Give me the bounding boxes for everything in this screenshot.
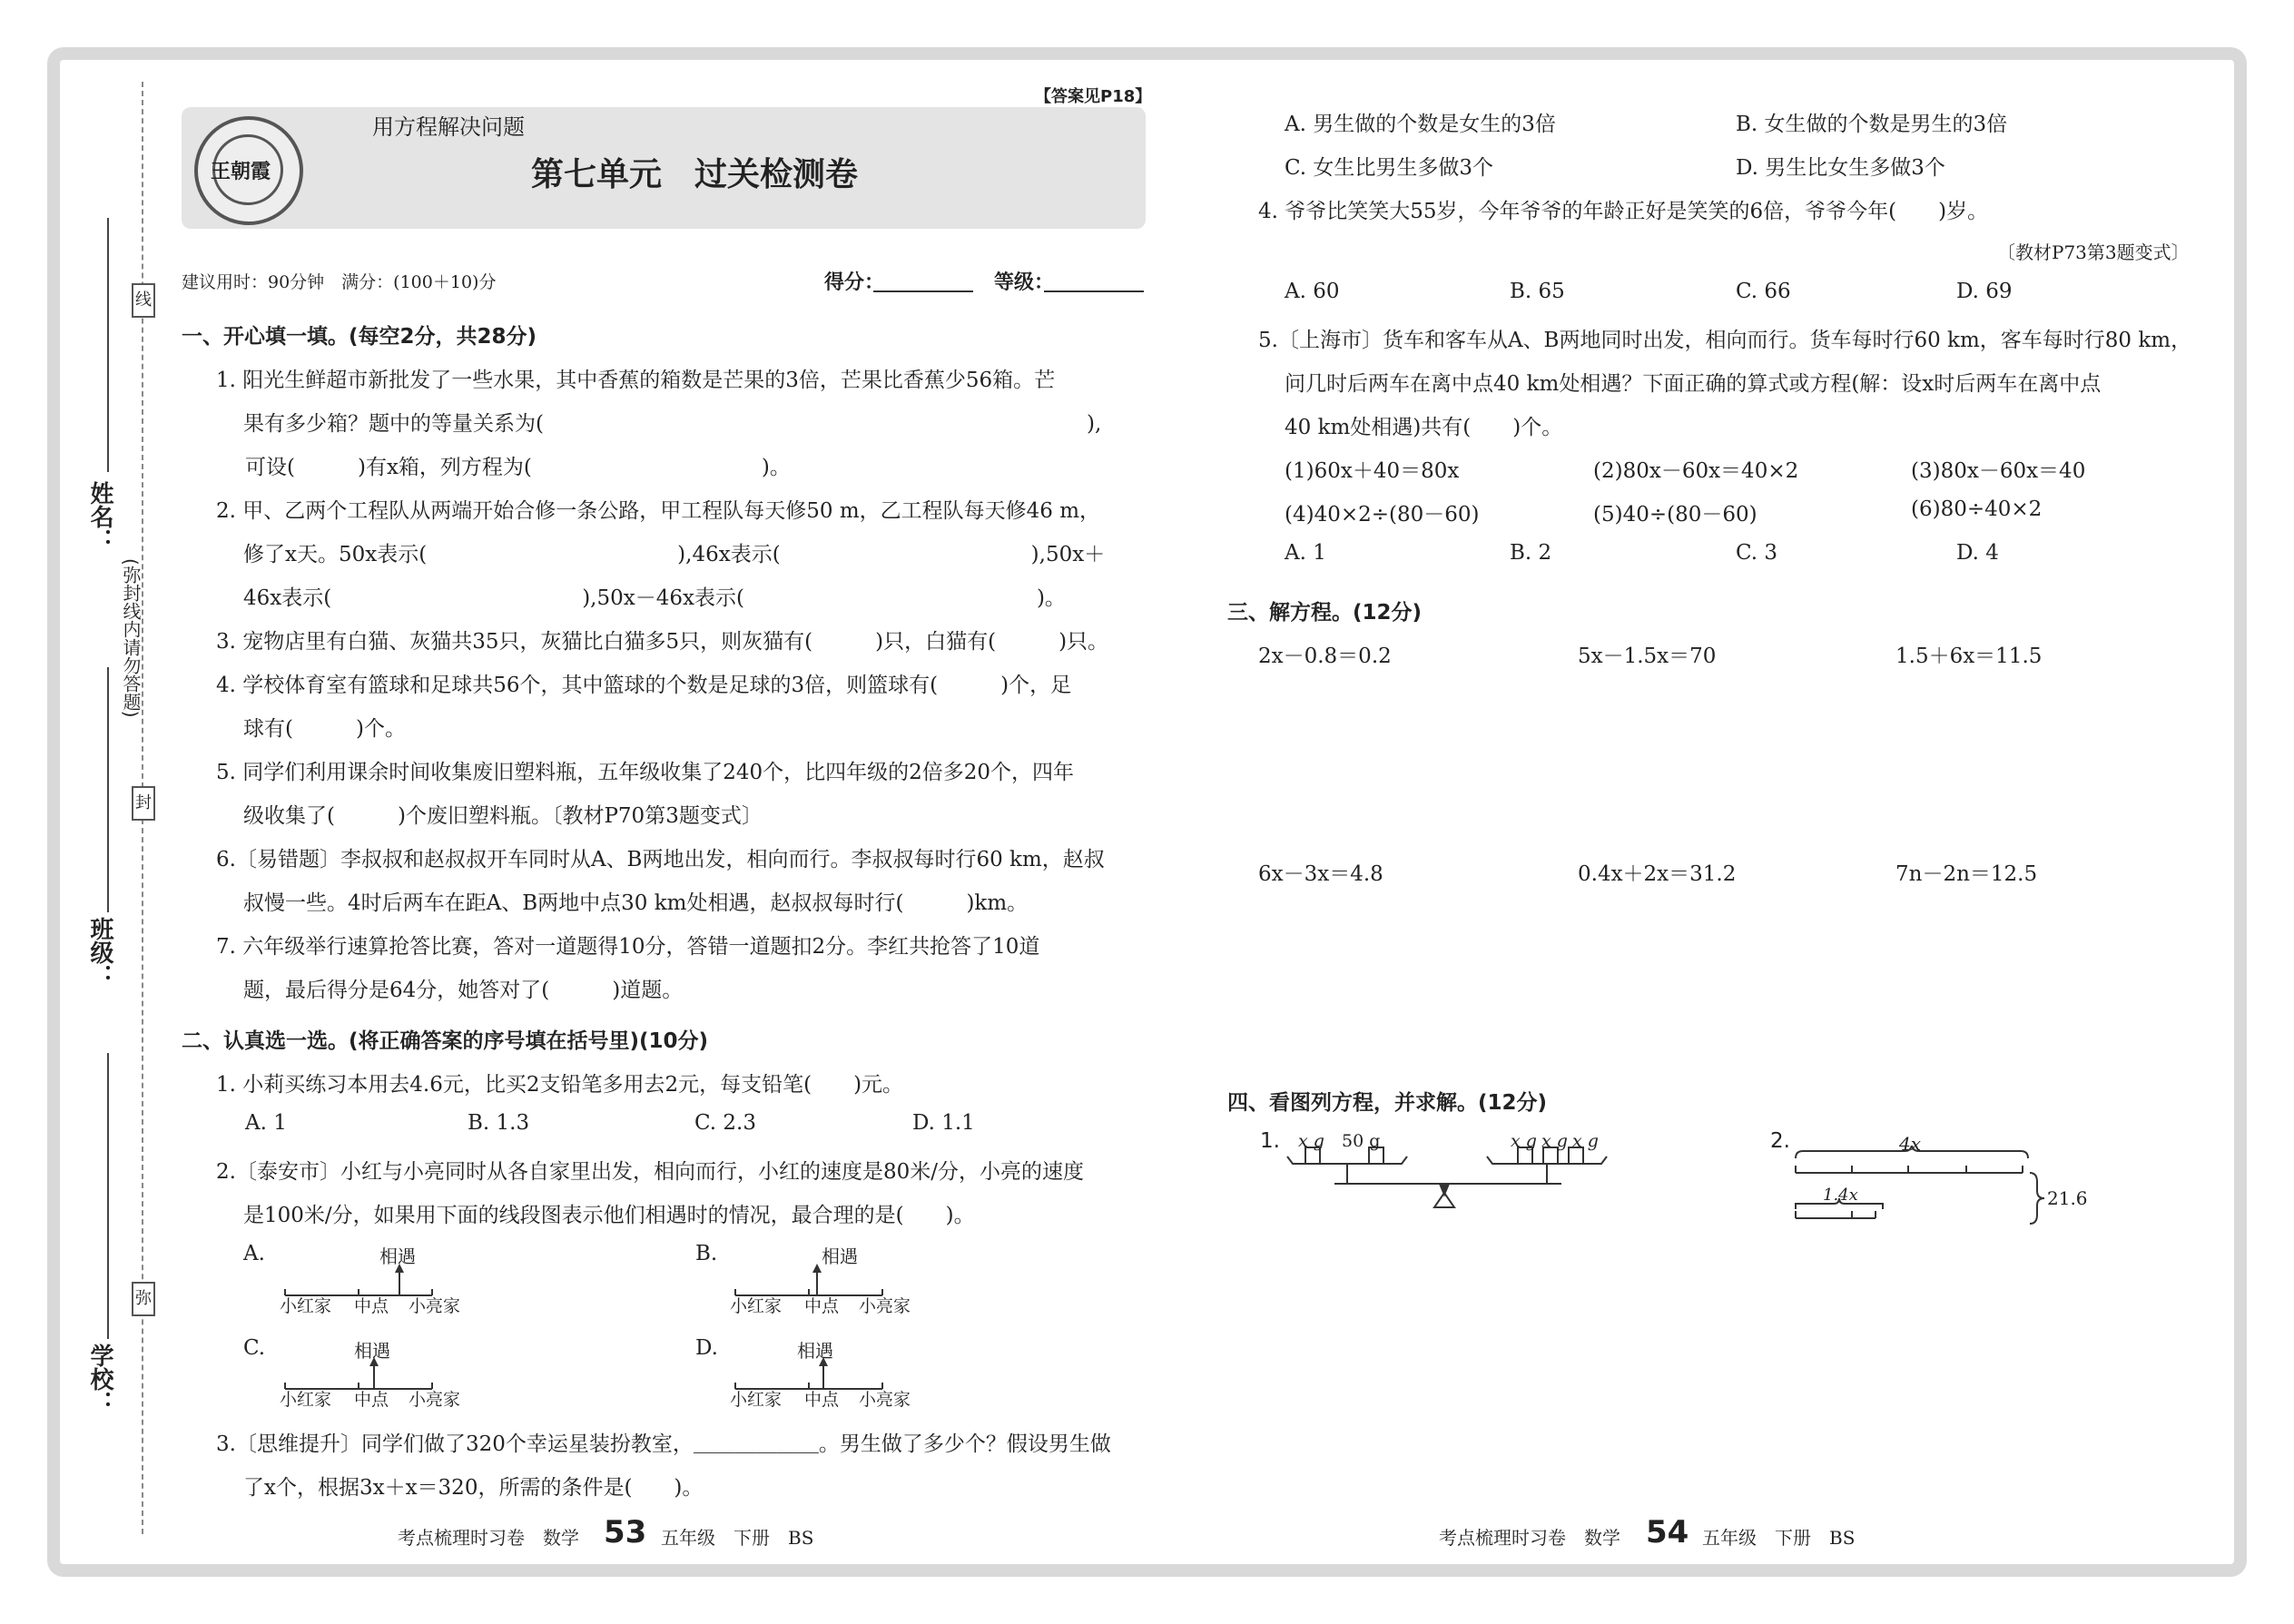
equation-work-area-2[interactable]: [1258, 893, 2193, 1075]
time-score-info: 建议用时：90分钟 满分：(100＋10)分: [182, 272, 497, 292]
q4-line2: 球有( )个。: [243, 717, 406, 741]
page-title: 第七单元 过关检测卷: [531, 156, 859, 193]
c4-question: 4. 爷爷比笑笑大55岁，今年爷爷的年龄正好是笑笑的6倍，爷爷今年( )岁。: [1258, 200, 1989, 223]
equation-4: 6x－3x＝4.8: [1258, 862, 1383, 886]
feng-tag: 封: [132, 786, 155, 821]
score-field[interactable]: [873, 290, 973, 292]
figure-1-50g: 50 g: [1342, 1131, 1381, 1151]
c1-option-b[interactable]: B. 1.3: [468, 1111, 530, 1135]
class-field[interactable]: [107, 667, 109, 912]
c2-line2: 是100米/分，如果用下面的线段图表示他们相遇时的情况，最合理的是( )。: [243, 1204, 975, 1227]
diagram-d-home1: 小红家: [730, 1390, 783, 1410]
c1-option-d[interactable]: D. 1.1: [912, 1111, 975, 1135]
c5-item-3: (3)80x－60x＝40: [1911, 459, 2086, 483]
c4-option-a[interactable]: A. 60: [1285, 280, 1340, 303]
figure-2-number: 2.: [1770, 1129, 1790, 1153]
q6-line1: 6.〔易错题〕李叔叔和赵叔叔开车同时从A、B两地出发，相向而行。李叔叔每时行60 km，赵叔: [216, 848, 1105, 871]
c3-option-a[interactable]: A. 男生做的个数是女生的3倍: [1285, 113, 1556, 136]
diagram-c-home2: 小亮家: [409, 1390, 461, 1410]
c5-option-c[interactable]: C. 3: [1736, 541, 1778, 565]
diagram-c-mid: 中点: [354, 1390, 389, 1410]
c5-item-1: (1)60x＋40＝80x: [1285, 459, 1460, 483]
diagram-c-meet: 相遇: [354, 1340, 390, 1362]
section-2-heading: 二、认真选一选。(将正确答案的序号填在括号里)(10分): [182, 1029, 709, 1053]
q5-line1: 5. 同学们利用课余时间收集废旧塑料瓶，五年级收集了240个，比四年级的2倍多20个，四年: [216, 761, 1075, 784]
mi-tag: 弥: [132, 1282, 155, 1316]
q1-line2: 果有多少箱？题中的等量关系为( ),: [243, 412, 1102, 436]
c4-option-c[interactable]: C. 66: [1736, 280, 1791, 303]
figure-1-xg-left: x g: [1298, 1131, 1324, 1151]
equation-work-area-1[interactable]: [1258, 675, 2193, 848]
xian-tag: 线: [132, 283, 155, 318]
figure-2-total-label: 21.6: [2047, 1187, 2088, 1209]
diagram-a-home2: 小亮家: [409, 1296, 461, 1316]
q7-line2: 题，最后得分是64分，她答对了( )道题。: [243, 979, 684, 1002]
diagram-b-meet: 相遇: [822, 1245, 858, 1267]
c1-question: 1. 小莉买练习本用去4.6元，比买2支铅笔多用去2元，每支铅笔( )元。: [216, 1073, 904, 1097]
brand-seal: [194, 116, 303, 225]
c5-item-5: (5)40÷(80－60): [1593, 503, 1757, 527]
q2-line1: 2. 甲、乙两个工程队从两端开始合修一条公路，甲工程队每天修50 m，乙工程队每天修46 m，: [216, 499, 1101, 523]
left-page-number: 53: [604, 1514, 647, 1550]
name-label: 姓名：: [86, 481, 113, 552]
c3-option-d[interactable]: D. 男生比女生多做3个: [1736, 156, 1945, 180]
topic-label: 用方程解决问题: [372, 114, 525, 140]
c3-option-c[interactable]: C. 女生比男生多做3个: [1285, 156, 1494, 180]
diagram-a-meet: 相遇: [379, 1245, 416, 1267]
c4-option-d[interactable]: D. 69: [1956, 280, 2013, 303]
equation-2: 5x－1.5x＝70: [1578, 645, 1717, 668]
c1-option-a[interactable]: A. 1: [245, 1111, 287, 1135]
equation-6: 7n－2n＝12.5: [1895, 862, 2038, 886]
school-field[interactable]: [107, 1053, 109, 1339]
q2-line2: 修了x天。50x表示( ),46x表示( ),50x＋: [243, 543, 1106, 566]
right-page-number: 54: [1646, 1514, 1689, 1550]
figure-2-top-label: 4x: [1899, 1133, 1922, 1155]
name-field[interactable]: [107, 218, 109, 472]
right-footer-grade: 五年级 下册 BS: [1702, 1527, 1856, 1549]
diagram-d-mid: 中点: [804, 1390, 840, 1410]
diagram-b-letter[interactable]: B.: [695, 1242, 718, 1265]
diagram-b-home2: 小亮家: [859, 1296, 911, 1316]
diagram-c-letter[interactable]: C.: [243, 1336, 266, 1360]
c3-option-b[interactable]: B. 女生做的个数是男生的3倍: [1736, 113, 2008, 136]
c4-option-b[interactable]: B. 65: [1510, 280, 1565, 303]
class-label: 班级：: [86, 917, 113, 988]
school-label: 学校：: [86, 1343, 113, 1414]
section-4-heading: 四、看图列方程，并求解。(12分): [1227, 1091, 1548, 1115]
c1-option-c[interactable]: C. 2.3: [694, 1111, 756, 1135]
diagram-b-mid: 中点: [804, 1296, 840, 1316]
figure-2-small-label: 1.4x: [1823, 1186, 1858, 1205]
q1-line3: 可设( )有x箱，列方程为( )。: [245, 456, 791, 479]
q5-line2: 级收集了( )个废旧塑料瓶。〔教材P70第3题变式〕: [243, 804, 763, 828]
right-footer-series: 考点梳理时习卷 数学: [1439, 1527, 1620, 1549]
q7-line1: 7. 六年级举行速算抢答比赛，答对一道题得10分，答错一道题扣2分。李红共抢答了10道: [216, 935, 1040, 959]
score-label: 得分：: [824, 271, 885, 294]
left-footer-series: 考点梳理时习卷 数学: [398, 1527, 579, 1549]
c3-line2: 了x个，根据3x＋x＝320，所需的条件是( )。: [243, 1476, 704, 1500]
q1-line1: 1. 阳光生鲜超市新批发了一些水果，其中香蕉的箱数是芒果的3倍，芒果比香蕉少56箱。芒: [216, 369, 1056, 392]
diagram-a-letter[interactable]: A.: [243, 1242, 265, 1265]
diagram-d-letter[interactable]: D.: [695, 1336, 718, 1360]
brand-seal-text: 王朝霞: [211, 160, 271, 183]
grade-label: 等级：: [994, 271, 1055, 294]
c5-item-4: (4)40×2÷(80－60): [1285, 503, 1480, 527]
figure-1-xg-1: x g: [1511, 1131, 1537, 1151]
section-3-heading: 三、解方程。(12分): [1227, 601, 1423, 625]
left-footer-grade: 五年级 下册 BS: [661, 1527, 814, 1549]
figure-1-xg-3: x g: [1572, 1131, 1599, 1151]
c3-line1: 3.〔思维提升〕同学们做了320个幸运星装扮教室，＿＿＿＿＿＿。男生做了多少个？假设男生做: [216, 1432, 1111, 1456]
c5-line3: 40 km处相遇)共有( )个。: [1285, 416, 1563, 439]
q3-line1: 3. 宠物店里有白猫、灰猫共35只，灰猫比白猫多5只，则灰猫有( )只，白猫有( )只。: [216, 630, 1109, 654]
c5-option-b[interactable]: B. 2: [1510, 541, 1552, 565]
balance-scale-figure: [1280, 1146, 1616, 1211]
figure-1-number: 1.: [1260, 1129, 1280, 1153]
no-answer-note: (弥封线内请勿答题): [120, 558, 142, 718]
q2-line3: 46x表示( ),50x－46x表示( )。: [243, 586, 1066, 610]
figure-1-xg-2: x g: [1541, 1131, 1568, 1151]
diagram-c-home1: 小红家: [280, 1390, 332, 1410]
c5-item-2: (2)80x－60x＝40×2: [1593, 459, 1799, 483]
c2-line1: 2.〔泰安市〕小红与小亮同时从各自家里出发，相向而行，小红的速度是80米/分，小亮的速度: [216, 1160, 1084, 1184]
grade-field[interactable]: [1044, 290, 1144, 292]
equation-1: 2x－0.8＝0.2: [1258, 645, 1392, 668]
q6-line2: 叔慢一些。4时后两车在距A、B两地中点30 km处相遇，赵叔叔每时行( )km。: [243, 891, 1029, 915]
diagram-a-mid: 中点: [354, 1296, 389, 1316]
c5-line2: 问几时后两车在离中点40 km处相遇？下面正确的算式或方程(解：设x时后两车在离中点: [1285, 372, 2102, 396]
c5-option-a[interactable]: A. 1: [1285, 541, 1326, 565]
q4-line1: 4. 学校体育室有篮球和足球共56个，其中篮球的个数是足球的3倍，则篮球有( )个，足: [216, 674, 1072, 697]
c5-option-d[interactable]: D. 4: [1956, 541, 1999, 565]
diagram-d-home2: 小亮家: [859, 1390, 911, 1410]
section-1-heading: 一、开心填一填。(每空2分，共28分): [182, 325, 537, 349]
c5-line1: 5.〔上海市〕货车和客车从A、B两地同时出发，相向而行。货车每时行60 km，客车每时行80 km，: [1258, 329, 2192, 352]
c4-reference: 〔教材P73第3题变式〕: [1997, 241, 2190, 263]
c5-item-6: (6)80÷40×2: [1911, 497, 2043, 521]
diagram-b-home1: 小红家: [730, 1296, 783, 1316]
diagram-a-home1: 小红家: [280, 1296, 332, 1316]
diagram-d-meet: 相遇: [797, 1340, 833, 1362]
equation-5: 0.4x＋2x＝31.2: [1578, 862, 1737, 886]
equation-3: 1.5＋6x＝11.5: [1895, 645, 2043, 668]
answer-reference: 【答案见P18】: [1035, 87, 1152, 106]
